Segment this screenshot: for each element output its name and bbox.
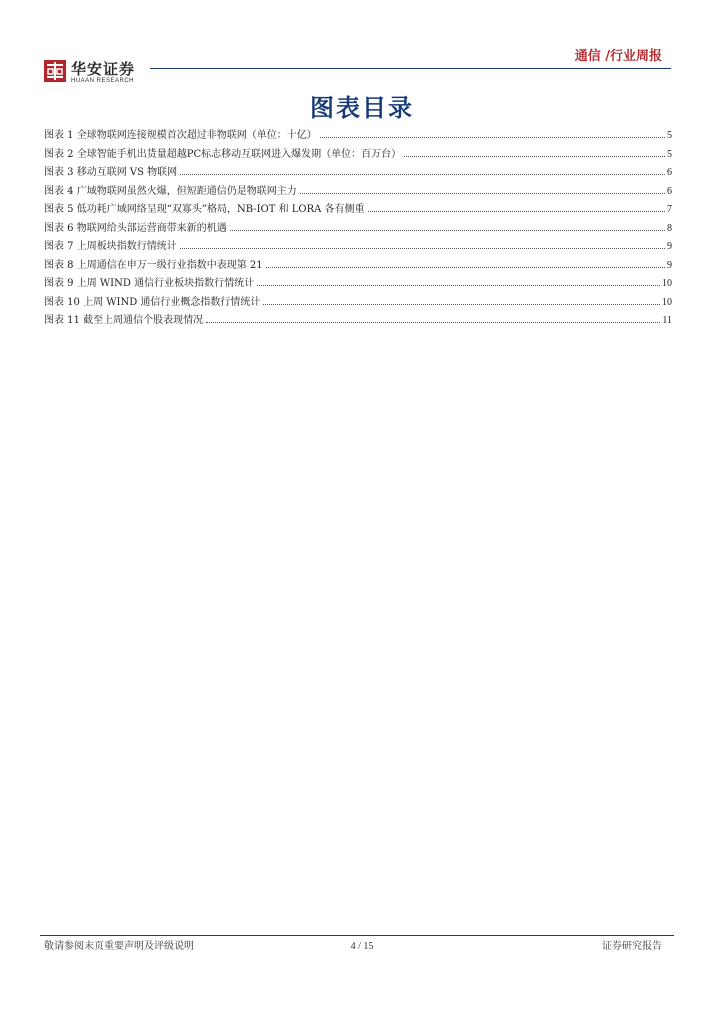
toc-entry[interactable] [44,238,672,257]
toc-entry-page: 6 [667,167,672,178]
toc-leader-dots [266,266,665,268]
toc-entry-page: 8 [667,222,672,234]
figure-toc-list [44,127,672,331]
toc-entry[interactable] [44,275,672,294]
toc-entry[interactable] [44,257,672,276]
toc-entry[interactable] [44,127,672,146]
report-category: 通信 /行业周报 [574,49,662,64]
toc-entry-label: 图表 1 全球物联网连接规模首次超过非物联网（单位：十亿） [44,130,317,141]
toc-entry[interactable] [44,312,672,331]
toc-entry-label: 图表 2 全球智能手机出货量超越PC标志移动互联网进入爆发期（单位：百万台） [44,148,402,160]
toc-leader-dots [263,303,660,305]
toc-title: 图表目录 [310,94,414,122]
logo-text-en: HUAAN RESEARCH [71,78,135,84]
toc-entry-label: 图表 6 物联网给头部运营商带来新的机遇 [44,222,227,234]
toc-entry[interactable] [44,164,672,183]
toc-entry-page: 6 [667,185,672,197]
toc-entry-label: 图表 9 上周 WIND 通信行业板块指数行情统计 [44,278,255,289]
toc-entry-label: 图表 8 上周通信在申万一级行业指数中表现第 21 [44,259,263,271]
toc-leader-dots [230,229,665,231]
logo-text-cn: 华安证券 [71,60,136,78]
header-divider [150,68,671,69]
toc-entry[interactable] [44,201,672,220]
toc-leader-dots [368,210,665,212]
toc-entry-label: 图表 11 截至上周通信个股表现情况 [44,315,204,326]
toc-entry-label: 图表 3 移动互联网 VS 物联网 [44,167,178,178]
page-header [0,0,724,90]
toc-entry-label: 图表 5 低功耗广域网络呈现“双寡头”格局，NB-IOT 和 LORA 各有侧重 [44,204,365,215]
toc-entry-page: 7 [667,204,672,215]
toc-leader-dots [206,321,660,323]
toc-leader-dots [404,155,665,157]
footer-divider [40,935,674,936]
toc-leader-dots [320,136,665,138]
toc-leader-dots [300,192,665,194]
toc-entry[interactable] [44,220,672,239]
toc-entry-page: 9 [667,241,672,252]
footer-disclaimer: 敬请参阅末页重要声明及评级说明 [44,941,194,952]
toc-entry-page: 5 [667,130,672,141]
toc-leader-dots [180,173,665,175]
toc-entry-page: 10 [662,278,672,289]
report-type: 证券研究报告 [602,941,662,952]
toc-entry-page: 11 [662,315,672,326]
toc-entry[interactable] [44,146,672,165]
toc-entry-label: 图表 7 上周板块指数行情统计 [44,241,177,252]
toc-entry-page: 10 [662,296,672,308]
toc-entry-label: 图表 10 上周 WIND 通信行业概念指数行情统计 [44,296,261,308]
toc-entry-page: 9 [667,259,672,271]
page-indicator: 4 / 15 [350,941,374,952]
toc-entry-label: 图表 4 广域物联网虽然火爆，但短距通信仍是物联网主力 [44,185,297,197]
toc-entry[interactable] [44,183,672,202]
toc-leader-dots [180,247,665,249]
toc-entry-page: 5 [667,148,672,160]
toc-entry[interactable] [44,294,672,313]
huaan-logo-icon [44,60,66,82]
toc-leader-dots [257,284,660,286]
